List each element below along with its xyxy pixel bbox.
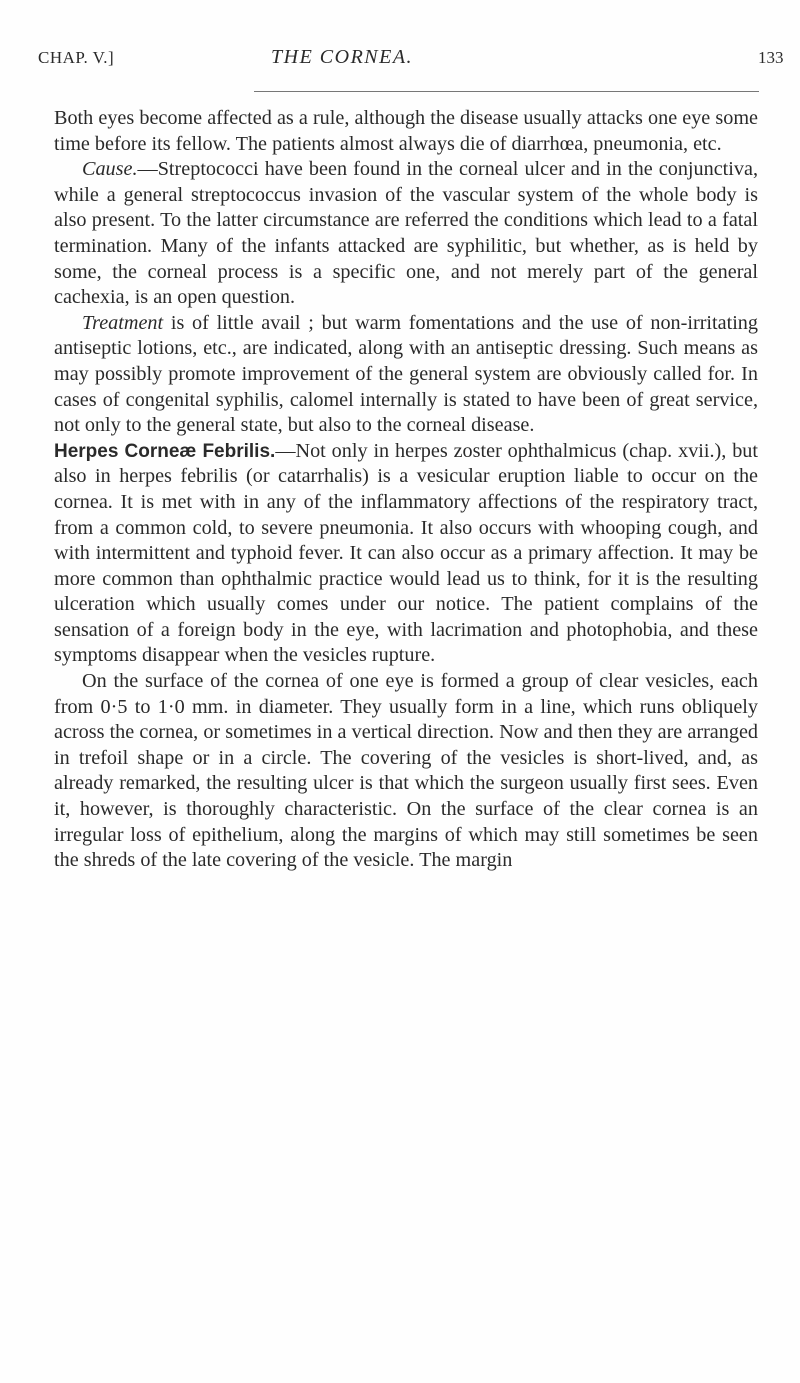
paragraph-surface xyxy=(54,669,758,874)
paragraph-text: Both eyes become affected as a rule, although the disease usually attacks one eye some time before its fellow. The patients almost always die of diarrhœa, pneumonia, etc. xyxy=(54,107,758,155)
header-rule xyxy=(254,91,759,92)
paragraph-text: is of little avail ; but warm fomentations and the use of non-irritating antiseptic lotions, etc., are indicated, along with an antiseptic dressing. Such means as may possibly promote improvement of the general system are obviously called for. In cases of congenital syphilis, calomel internally is stated to have been of great service, not only to the general state, but also to the corneal disease. xyxy=(54,311,758,437)
running-head xyxy=(38,42,798,72)
paragraph-continuation xyxy=(54,106,758,157)
paragraph-text: —Not only in herpes zoster ophthalmicus (chap. xvii.), but also in herpes febrilis (or catarrhalis) is a vesicular eruption liable to occur on the cornea. It is met with in any of the inflammatory affections of the respiratory tract, from a common cold, to severe pneumonia. It also occurs with whooping cough, and with intermittent and typhoid fever. It can also occur as a primary affection. It may be more common than ophthalmic practice would lead us to think, for it is the resulting ulceration which usually comes under our notice. The patient complains of the sensation of a foreign body in the eye, with lacrimation and photophobia, and these symptoms disappear when the vesicles rupture. xyxy=(54,439,759,667)
paragraph-cause xyxy=(54,157,758,311)
paragraph-herpes xyxy=(54,439,758,669)
run-in-cause: Cause. xyxy=(82,158,138,181)
page-title: THE CORNEA. xyxy=(271,46,414,68)
paragraph-text: —Streptococci have been found in the corneal ulcer and in the conjunctiva, while a general streptococcus invasion of the vascular system of the whole body is also present. To the latter circumstance are referred the conditions which lead to a fatal termination. Many of the infants attacked are syphilitic, but whether, as is held by some, the corneal process is a specific one, and not merely part of the general cachexia, is an open question. xyxy=(54,158,758,309)
run-in-treatment: Treatment xyxy=(82,311,164,334)
section-heading-herpes: Herpes Corneæ Febrilis. xyxy=(54,440,276,462)
page-number: 133 xyxy=(758,48,784,67)
chapter-label: CHAP. V.] xyxy=(38,48,115,67)
paragraph-treatment xyxy=(54,311,758,439)
paragraph-text: On the surface of the cornea of one eye is formed a group of clear vesicles, each from 0·5 to 1·0 mm. in diameter. They usually form in a line, which runs obliquely across the cornea, or sometimes in a vertical direction. Now and then they are arranged in trefoil shape or in a circle. The covering of the vesicles is short-lived, and, as already remarked, the resulting ulcer is that which the surgeon usually first sees. Even it, however, is thoroughly characteristic. On the surface of the clear cornea is an irregular loss of epithelium, along the margins of which may still sometimes be seen the shreds of the late covering of the vesicle. The margin xyxy=(54,670,758,872)
body-text xyxy=(54,106,758,874)
